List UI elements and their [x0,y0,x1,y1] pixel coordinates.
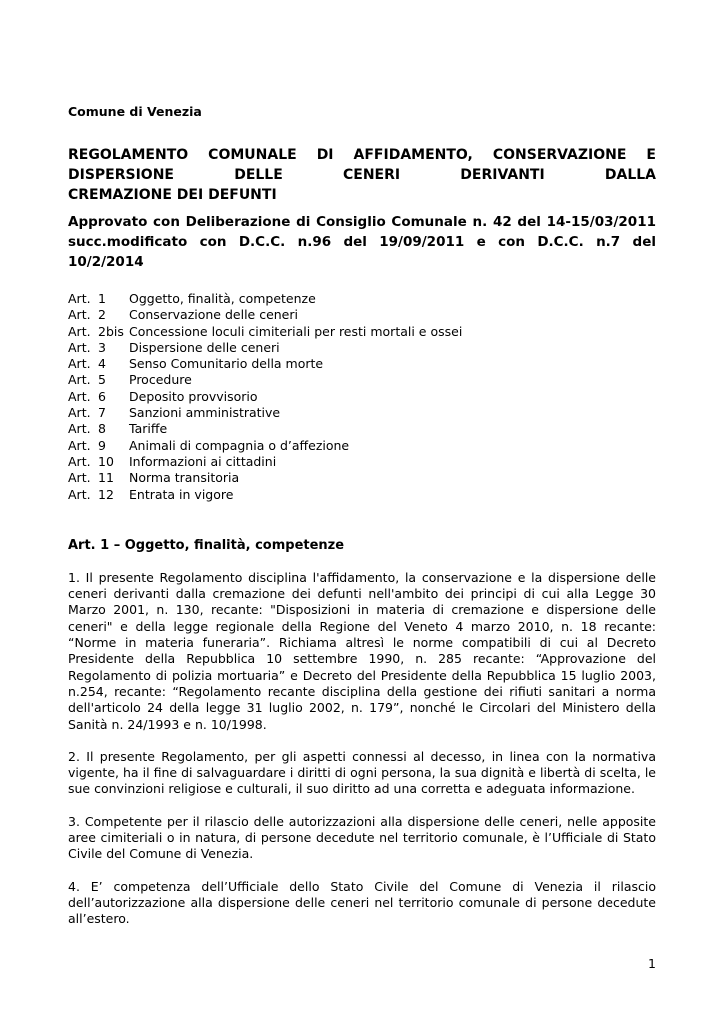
toc-art-title: Conservazione delle ceneri [129,307,298,323]
title-line: DISPERSIONE DELLE CENERI DERIVANTI DALLA [68,167,656,183]
toc-art-number: 2 [98,307,106,323]
toc-art-label: Art. [68,356,91,372]
toc-art-number: 12 [98,486,114,502]
body-paragraph: 4. E’ competenza dell’Ufficiale dello Stato Civile del Comune di Venezia il rilascio dell’autorizzazione alla dispersione delle ceneri nel territorio comunale di persone decedute all’estero. [68,878,656,927]
toc-art-title: Deposito provvisorio [129,388,258,404]
toc-art-number: 10 [98,453,114,469]
toc-art-label: Art. [68,339,91,355]
toc-entry [68,340,656,356]
toc-art-number: 2bis [98,323,124,339]
approval-line: succ.modificato con D.C.C. n.96 del 19/09/2011 e con D.C.C. n.7 del [68,234,656,250]
author-line: Comune di Venezia [68,104,202,119]
toc-art-number: 9 [98,437,106,453]
toc-entry [68,389,656,405]
document-title [68,145,656,205]
toc-art-label: Art. [68,453,91,469]
body-paragraph: 2. Il presente Regolamento, per gli aspetti connessi al decesso, in linea con la normativa vigente, ha il fine di salvaguardare i diritti di ogni persona, la sua dignità e libertà di scelta, le sue convinzioni religiose e culturali, il suo diritto ad una corretta e adeguata informazione. [68,748,656,797]
section-heading: Art. 1 – Oggetto, finalità, competenze [68,537,345,553]
toc-art-label: Art. [68,388,91,404]
toc-art-title: Informazioni ai cittadini [129,453,277,469]
approval-statement [68,212,656,272]
toc-entry [68,324,656,340]
toc-art-title: Senso Comunitario della morte [129,356,324,372]
approval-line: 10/2/2014 [68,254,144,270]
toc-art-label: Art. [68,470,91,486]
toc-entry [68,291,656,307]
toc-art-number: 6 [98,388,106,404]
toc-art-number: 8 [98,421,106,437]
toc-art-label: Art. [68,323,91,339]
toc-art-label: Art. [68,405,91,421]
toc-art-title: Oggetto, finalità, competenze [129,291,316,306]
toc-entry [68,438,656,454]
toc-entry [68,405,656,421]
toc-entry [68,307,656,323]
toc-art-number: 4 [98,356,106,372]
toc-entry [68,421,656,437]
toc-art-label: Art. [68,437,91,453]
toc-art-number: 3 [98,339,106,355]
toc-art-number: 7 [98,405,106,421]
toc-art-title: Sanzioni amministrative [129,405,281,421]
toc-art-number: 1 [98,291,106,306]
approval-line: Approvato con Deliberazione di Consiglio Comunale n. 42 del 14-15/03/2011 [68,214,656,230]
title-line: CREMAZIONE DEI DEFUNTI [68,187,277,203]
toc-entry [68,487,656,503]
body-paragraph: 3. Competente per il rilascio delle autorizzazioni alla dispersione delle ceneri, nelle apposite aree cimiteriali o in natura, di persone decedute nel territorio comunale, è l’Ufficiale di Stato Civile del Comune di Venezia. [68,813,656,862]
toc-art-title: Tariffe [129,421,168,437]
toc-art-title: Concessione loculi cimiteriali per resti mortali e ossei [129,323,463,339]
toc-art-label: Art. [68,291,91,306]
toc-entry [68,356,656,372]
toc-art-title: Procedure [129,372,192,388]
toc-entry [68,470,656,486]
toc-art-label: Art. [68,307,91,323]
toc-art-title: Animali di compagnia o d’affezione [129,437,350,453]
toc-entry [68,454,656,470]
toc-art-title: Norma transitoria [129,470,240,486]
body-paragraph: 1. Il presente Regolamento disciplina l'affidamento, la conservazione e la dispersione delle ceneri derivanti dalla cremazione dei defunti nell'ambito dei principi di cui alla Legge 30 Marzo 2001, n. 130, recante: "Disposizioni in materia di cremazione e dispersione delle ceneri" e della legge regionale della Regione del Veneto 4 marzo 2010, n. 18 recante: “Norme in materia funeraria”. Richiama altresì le norme compatibili di cui al Decreto Presidente della Repubblica 10 settembre 1990, n. 285 recante: “Approvazione del Regolamento di polizia mortuaria” e Decreto del Presidente della Repubblica 15 luglio 2003, n.254, recante: “Regolamento recante disciplina della gestione dei rifiuti sanitari a norma dell'articolo 24 della legge 31 luglio 2002, n. 179”, nonché le Circolari del Ministero della Sanità n. 24/1993 e n. 10/1998. [68,569,656,732]
toc-art-label: Art. [68,372,91,388]
page-number: 1 [648,956,656,971]
toc-art-number: 11 [98,470,114,486]
toc-art-title: Entrata in vigore [129,486,234,502]
table-of-contents [68,291,656,503]
toc-entry [68,372,656,388]
toc-art-number: 5 [98,372,106,388]
toc-art-label: Art. [68,486,91,502]
toc-art-label: Art. [68,421,91,437]
title-line: REGOLAMENTO COMUNALE DI AFFIDAMENTO, CONSERVAZIONE E [68,147,656,163]
toc-art-title: Dispersione delle ceneri [129,339,280,355]
